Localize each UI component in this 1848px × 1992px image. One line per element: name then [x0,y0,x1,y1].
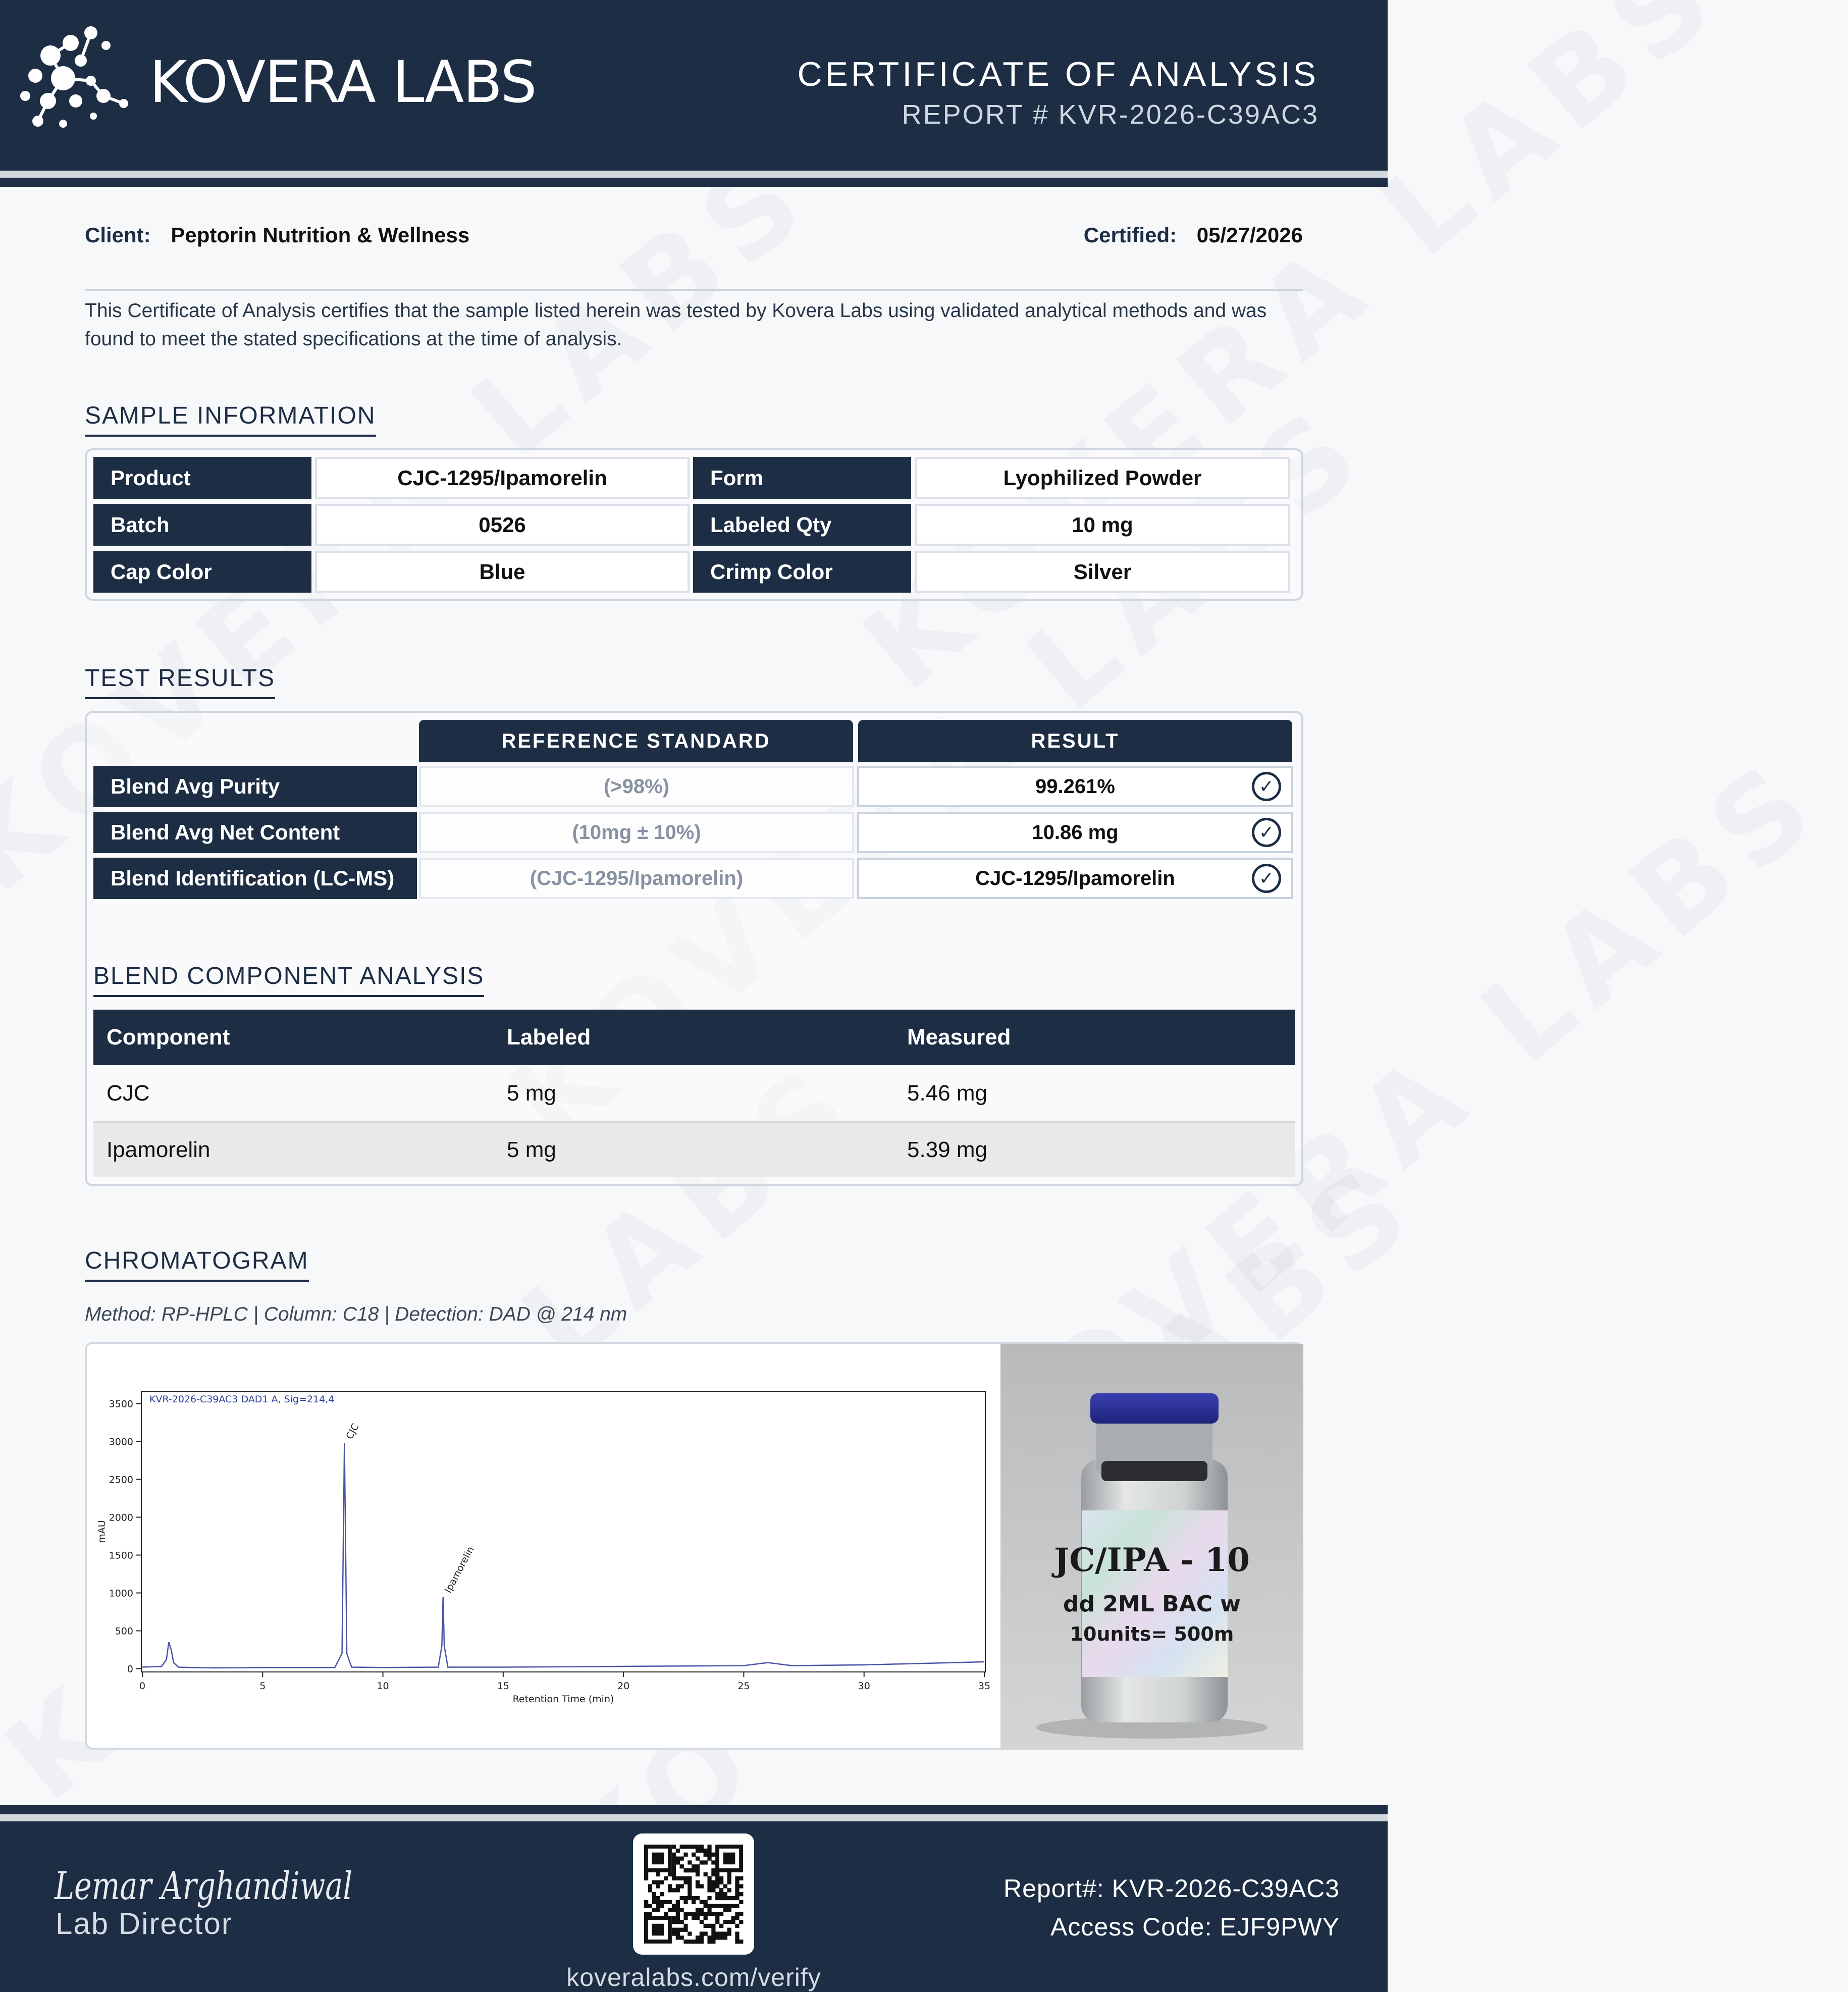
sample-label-product: Product [93,457,311,499]
reference-identification: (CJC-1295/Ipamorelin) [419,858,854,899]
certificate-statement: This Certificate of Analysis certifies that the sample listed herein was tested by Kovera Labs using validated analytical methods and was found to meet the stated specifications at the time of analysis. [85,300,1267,350]
blend-component-title: BLEND COMPONENT ANALYSIS [93,962,484,997]
result-identification [857,858,1293,899]
y-tick-label: 3500 [109,1398,133,1410]
sample-value-cap-color: Blue [315,551,690,593]
verify-qr-code[interactable] [633,1833,754,1955]
sample-value-labeled-qty: 10 mg [915,504,1290,546]
sample-value-product: CJC-1295/Ipamorelin [315,457,690,499]
x-tick-label: 20 [617,1681,630,1692]
blend-component-table [93,1010,1295,1177]
table-row [93,1065,1295,1121]
sample-label-crimp-color: Crimp Color [693,551,911,593]
sample-label-cap-color: Cap Color [93,551,311,593]
x-tick-label: 15 [497,1681,509,1692]
y-tick-label: 2000 [109,1512,133,1524]
chromatogram-panel [85,1342,1303,1750]
blend-cell-component: CJC [107,1080,150,1106]
chart-title: KVR-2026-C39AC3 DAD1 A, Sig=214,4 [149,1394,335,1405]
x-tick-label: 25 [737,1681,750,1692]
x-tick-label: 10 [377,1681,389,1692]
client-divider [85,289,1303,291]
client-info [85,223,469,247]
blend-cell-labeled: 5 mg [507,1137,556,1162]
blend-header-component: Component [107,1025,230,1050]
blend-table-header [93,1010,1295,1065]
check-circle-icon: ✓ [1252,772,1281,801]
peak-label: Ipamorelin [442,1544,477,1595]
sample-information-panel [85,448,1303,601]
result-purity [857,766,1293,807]
result-header: RESULT [858,720,1292,762]
result-purity-value: 99.261% [1035,775,1115,798]
certificate-title: CERTIFICATE OF ANALYSIS [797,55,1319,93]
y-tick-label: 1500 [109,1550,133,1561]
reference-net-content: (10mg ± 10%) [419,812,854,853]
result-net-content [857,812,1293,853]
lab-director-title: Lab Director [56,1907,233,1941]
y-tick-label: 1000 [109,1588,133,1599]
footer-report-number: Report#: KVR-2026-C39AC3 [1004,1874,1340,1903]
qr-code-icon [644,1845,743,1944]
footer [0,1821,1388,1992]
result-identification-value: CJC-1295/Ipamorelin [975,867,1175,889]
reference-purity: (>98%) [419,766,854,807]
sample-value-form: Lyophilized Powder [915,457,1290,499]
sample-value-batch: 0526 [315,504,690,546]
check-circle-icon: ✓ [1252,864,1281,893]
reference-standard-header: REFERENCE STANDARD [419,720,853,762]
footer-divider-dark [0,1805,1388,1814]
blend-cell-measured: 5.46 mg [907,1080,987,1106]
client-label: Client: [85,223,151,247]
kovera-logo-icon [15,20,131,136]
result-net-content-value: 10.86 mg [1032,821,1119,844]
vial-label-line2: dd 2ML BAC w [1063,1591,1241,1617]
verify-url[interactable]: koveralabs.com/verify [566,1963,821,1991]
vial-label-line3: 10units= 500m [1070,1623,1234,1645]
signature-text: Lemar Arghandiwal [54,1863,353,1908]
blend-cell-component: Ipamorelin [107,1137,210,1162]
header-divider-dark [0,178,1388,187]
brand-name: KOVERA LABS [149,48,536,116]
chromatogram-trace [142,1443,984,1668]
sample-label-labeled-qty: Labeled Qty [693,504,911,546]
certified-value: 05/27/2026 [1196,223,1303,247]
report-number: REPORT # KVR-2026-C39AC3 [902,99,1319,130]
vial-photo [1000,1344,1303,1750]
test-results-title: TEST RESULTS [85,664,275,699]
check-circle-icon: ✓ [1252,818,1281,847]
test-label-identification: Blend Identification (LC-MS) [93,858,417,899]
client-value: Peptorin Nutrition & Wellness [171,223,470,247]
x-axis-label: Retention Time (min) [512,1694,614,1705]
blend-header-labeled: Labeled [507,1025,591,1050]
certified-date [1084,223,1303,247]
vial-image [1000,1344,1303,1750]
x-tick-label: 30 [858,1681,870,1692]
blend-cell-labeled: 5 mg [507,1080,556,1106]
sample-value-crimp-color: Silver [915,551,1290,593]
y-tick-label: 500 [115,1626,133,1637]
test-label-net-content: Blend Avg Net Content [93,812,417,853]
sample-information-title: SAMPLE INFORMATION [85,402,376,437]
peak-label: CJC [344,1422,361,1441]
plot-frame [141,1391,985,1672]
x-tick-label: 5 [259,1681,266,1692]
certified-label: Certified: [1083,223,1177,247]
sample-label-form: Form [693,457,911,499]
footer-access-code: Access Code: EJF9PWY [1050,1913,1340,1941]
y-tick-label: 2500 [109,1474,133,1486]
x-tick-label: 35 [978,1681,991,1692]
blend-header-measured: Measured [907,1025,1011,1050]
vial-label-line1: JC/IPA - 10 [1054,1541,1250,1579]
y-axis-label: mAU [96,1520,108,1543]
x-tick-label: 0 [139,1681,146,1692]
chromatogram-chart [87,1344,1000,1750]
test-label-purity: Blend Avg Purity [93,766,417,807]
sample-label-batch: Batch [93,504,311,546]
chromatogram-method: Method: RP-HPLC | Column: C18 | Detection: DAD @ 214 nm [85,1303,627,1325]
blend-cell-measured: 5.39 mg [907,1137,987,1162]
header-banner [0,0,1388,171]
y-tick-label: 0 [127,1663,133,1675]
footer-divider-light [0,1814,1388,1821]
table-row [93,1121,1295,1177]
y-tick-label: 3000 [109,1436,133,1448]
chromatogram-title: CHROMATOGRAM [85,1247,309,1282]
header-divider-light [0,171,1388,178]
